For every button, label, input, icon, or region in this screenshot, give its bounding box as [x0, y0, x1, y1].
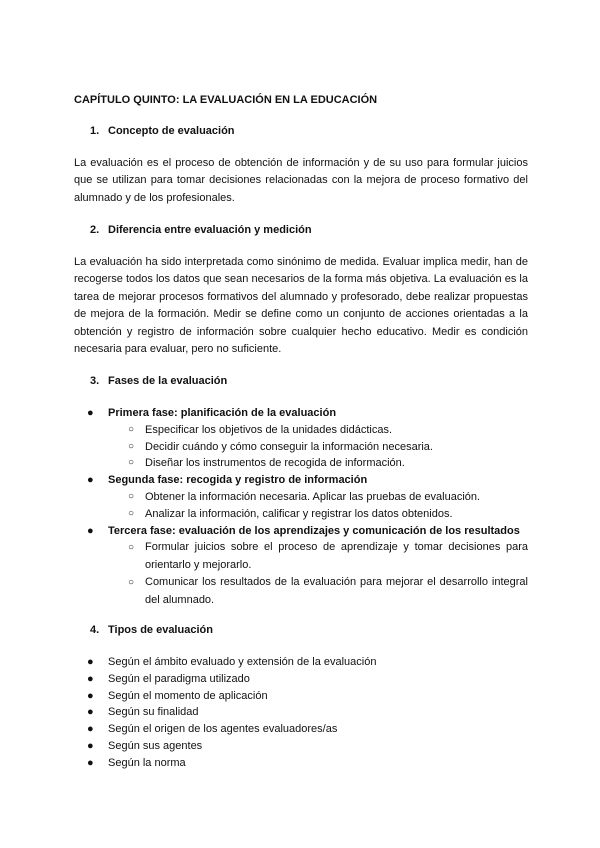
sublist-text: Decidir cuándo y cómo conseguir la información necesaria. — [145, 440, 433, 453]
list-item — [128, 455, 528, 472]
phase-sublist — [108, 422, 528, 472]
sublist-text: Analizar la información, calificar y registrar los datos obtenidos. — [145, 507, 453, 520]
section-title: Concepto de evaluación — [108, 125, 235, 137]
type-text: Según el paradigma utilizado — [108, 672, 250, 685]
section-heading-concepto — [90, 123, 235, 140]
type-text: Según su finalidad — [108, 706, 199, 719]
bullet-icon: ● — [87, 524, 94, 537]
section-heading-diferencia — [90, 222, 312, 239]
bullet-icon: ● — [87, 756, 94, 769]
list-item — [128, 574, 528, 609]
bullet-icon: ● — [87, 474, 94, 487]
list-item — [87, 523, 528, 609]
bullet-icon: ● — [87, 689, 94, 702]
circle-bullet-icon: ○ — [128, 507, 135, 519]
circle-bullet-icon: ○ — [128, 423, 135, 435]
section-title: Diferencia entre evaluación y medición — [108, 224, 312, 236]
sublist-text: Especificar los objetivos de la unidades didácticas. — [145, 423, 393, 436]
list-item — [128, 489, 528, 506]
list-item — [128, 422, 528, 439]
sublist-text: Diseñar los instrumentos de recogida de información. — [145, 457, 405, 470]
circle-bullet-icon: ○ — [128, 457, 135, 469]
paragraph-concepto: La evaluación es el proceso de obtención de información y de su uso para formular juicios que se utilizan para tomar decisiones relacionadas con la mejora de proceso formativo del alumnado y de los profesionales. — [74, 157, 528, 204]
list-item — [87, 405, 528, 472]
types-list — [87, 654, 528, 772]
section-heading-fases — [90, 373, 227, 390]
bullet-icon: ● — [87, 706, 94, 719]
circle-bullet-icon: ○ — [128, 490, 135, 502]
list-item — [128, 439, 528, 456]
list-item — [87, 721, 528, 738]
list-item — [128, 539, 528, 574]
list-item — [87, 704, 528, 721]
list-item — [87, 472, 528, 522]
list-item — [87, 654, 528, 671]
bullet-icon: ● — [87, 656, 94, 668]
bullet-icon: ● — [87, 407, 94, 419]
type-text: Según el ámbito evaluado y extensión de la evaluación — [108, 656, 377, 668]
bullet-icon: ● — [87, 672, 94, 685]
circle-bullet-icon: ○ — [128, 542, 135, 554]
section-number: 2. — [90, 224, 100, 236]
type-text: Según el momento de aplicación — [108, 689, 268, 702]
phase-label: Tercera fase: evaluación de los aprendizajes y comunicación de los resultados — [108, 524, 520, 537]
type-text: Según el origen de los agentes evaluadores/as — [108, 723, 338, 736]
sublist-text: Formular juicios sobre el proceso de aprendizaje y tomar decisiones para orientarlo y mejorarlo. — [145, 541, 528, 571]
section-title: Tipos de evaluación — [108, 624, 213, 636]
bullet-icon: ● — [87, 723, 94, 736]
type-text: Según sus agentes — [108, 739, 203, 752]
list-item — [128, 506, 528, 523]
phases-list — [87, 405, 528, 609]
list-item — [87, 671, 528, 688]
phase-label: Primera fase: planificación de la evaluación — [108, 407, 337, 419]
phase-label: Segunda fase: recogida y registro de información — [108, 474, 368, 487]
phase-sublist — [108, 539, 528, 609]
circle-bullet-icon: ○ — [128, 440, 135, 452]
chapter-title: CAPÍTULO QUINTO: LA EVALUACIÓN EN LA EDUCACIÓN — [74, 94, 378, 106]
section-title: Fases de la evaluación — [108, 375, 228, 387]
type-text: Según la norma — [108, 756, 186, 769]
paragraph-diferencia: La evaluación ha sido interpretada como sinónimo de medida. Evaluar implica medir, han de recogerse todos los datos que sean necesarios de la forma más objetiva. La evaluación es la tarea de mejorar procesos formativos del alumnado y profesorado, debe realizar propuestas de mejora de la formación. Medir se define como un conjunto de acciones orientadas a la obtención y registro de información sobre cualquier hecho educativo. Medir es condición necesaria para evaluar, pero no suficiente. — [74, 256, 528, 356]
list-item — [87, 738, 528, 755]
section-number: 1. — [90, 125, 100, 137]
list-item — [87, 755, 528, 772]
sublist-text: Obtener la información necesaria. Aplicar las pruebas de evaluación. — [145, 490, 481, 503]
circle-bullet-icon: ○ — [128, 577, 135, 589]
bullet-icon: ● — [87, 739, 94, 752]
section-number: 3. — [90, 375, 100, 387]
section-heading-tipos — [90, 622, 213, 639]
list-item — [87, 688, 528, 705]
phase-sublist — [108, 489, 528, 523]
section-number: 4. — [90, 624, 100, 636]
sublist-text: Comunicar los resultados de la evaluación para mejorar el desarrollo integral del alumnado. — [145, 576, 528, 606]
